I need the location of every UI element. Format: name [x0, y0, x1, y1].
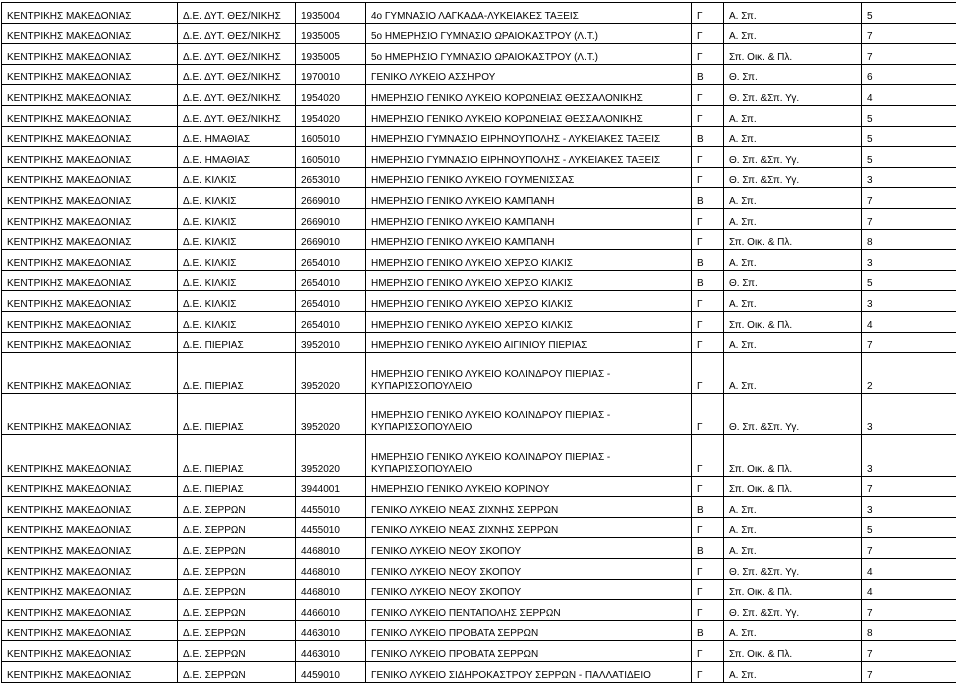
- class-cell: Γ: [692, 44, 724, 65]
- directorate-cell: Δ.Ε. ΠΙΕΡΙΑΣ: [178, 332, 296, 353]
- class-cell: Γ: [692, 517, 724, 538]
- school-code-cell: 3952020: [296, 435, 366, 476]
- region-cell: ΚΕΝΤΡΙΚΗΣ ΜΑΚΕΔΟΝΙΑΣ: [2, 64, 178, 85]
- region-cell: ΚΕΝΤΡΙΚΗΣ ΜΑΚΕΔΟΝΙΑΣ: [2, 147, 178, 168]
- class-cell: Γ: [692, 167, 724, 188]
- directorate-cell: Δ.Ε. ΔΥΤ. ΘΕΣ/ΝΙΚΗΣ: [178, 105, 296, 126]
- school-name-cell: ΗΜΕΡΗΣΙΟ ΓΥΜΝΑΣΙΟ ΕΙΡΗΝΟΥΠΟΛΗΣ - ΛΥΚΕΙΑΚΕΣ ΤΑΞΕΙΣ: [366, 147, 692, 168]
- sector-cell: Σπ. Οικ. & Πλ.: [724, 311, 862, 332]
- region-cell: ΚΕΝΤΡΙΚΗΣ ΜΑΚΕΔΟΝΙΑΣ: [2, 517, 178, 538]
- sector-cell: Α. Σπ.: [724, 3, 862, 24]
- sector-cell: Θ. Σπ. &Σπ. Υγ.: [724, 85, 862, 106]
- school-name-cell: 4ο ΓΥΜΝΑΣΙΟ ΛΑΓΚΑΔΑ-ΛΥΚΕΙΑΚΕΣ ΤΑΞΕΙΣ: [366, 3, 692, 24]
- table-row: [2, 291, 956, 312]
- table-row: [2, 497, 956, 518]
- schools-table: [1, 2, 956, 683]
- sector-cell: Θ. Σπ.: [724, 64, 862, 85]
- directorate-cell: Δ.Ε. ΚΙΛΚΙΣ: [178, 270, 296, 291]
- region-cell: ΚΕΝΤΡΙΚΗΣ ΜΑΚΕΔΟΝΙΑΣ: [2, 579, 178, 600]
- region-cell: ΚΕΝΤΡΙΚΗΣ ΜΑΚΕΔΟΝΙΑΣ: [2, 188, 178, 209]
- class-cell: Γ: [692, 311, 724, 332]
- count-cell: 3: [862, 167, 956, 188]
- school-name-cell: ΗΜΕΡΗΣΙΟ ΓΕΝΙΚΟ ΛΥΚΕΙΟ ΚΑΜΠΑΝΗ: [366, 208, 692, 229]
- directorate-cell: Δ.Ε. ΠΙΕΡΙΑΣ: [178, 394, 296, 435]
- table-row: [2, 641, 956, 662]
- directorate-cell: Δ.Ε. ΔΥΤ. ΘΕΣ/ΝΙΚΗΣ: [178, 64, 296, 85]
- table-row: [2, 126, 956, 147]
- count-cell: 3: [862, 250, 956, 271]
- class-cell: Γ: [692, 641, 724, 662]
- class-cell: Γ: [692, 476, 724, 497]
- table-row: [2, 147, 956, 168]
- school-name-cell: ΗΜΕΡΗΣΙΟ ΓΕΝΙΚΟ ΛΥΚΕΙΟ ΚΟΛΙΝΔΡΟΥ ΠΙΕΡΙΑΣ - ΚΥΠΑΡΙΣΣΟΠΟΥΛΕΙΟ: [366, 353, 692, 394]
- school-name-cell: ΗΜΕΡΗΣΙΟ ΓΕΝΙΚΟ ΛΥΚΕΙΟ ΚΑΜΠΑΝΗ: [366, 229, 692, 250]
- class-cell: Β: [692, 188, 724, 209]
- class-cell: Β: [692, 538, 724, 559]
- count-cell: 7: [862, 641, 956, 662]
- directorate-cell: Δ.Ε. ΚΙΛΚΙΣ: [178, 311, 296, 332]
- table-row: [2, 229, 956, 250]
- table-body: [2, 3, 956, 683]
- directorate-cell: Δ.Ε. ΣΕΡΡΩΝ: [178, 538, 296, 559]
- region-cell: ΚΕΝΤΡΙΚΗΣ ΜΑΚΕΔΟΝΙΑΣ: [2, 270, 178, 291]
- class-cell: Γ: [692, 291, 724, 312]
- table-row: [2, 311, 956, 332]
- class-cell: Γ: [692, 435, 724, 476]
- class-cell: Β: [692, 270, 724, 291]
- sector-cell: Α. Σπ.: [724, 208, 862, 229]
- directorate-cell: Δ.Ε. ΣΕΡΡΩΝ: [178, 559, 296, 580]
- school-code-cell: 3944001: [296, 476, 366, 497]
- table-row: [2, 64, 956, 85]
- table-row: [2, 208, 956, 229]
- school-name-cell: ΓΕΝΙΚΟ ΛΥΚΕΙΟ ΠΡΟΒΑΤΑ ΣΕΡΡΩΝ: [366, 620, 692, 641]
- school-name-cell: ΗΜΕΡΗΣΙΟ ΓΕΝΙΚΟ ΛΥΚΕΙΟ ΚΟΛΙΝΔΡΟΥ ΠΙΕΡΙΑΣ - ΚΥΠΑΡΙΣΣΟΠΟΥΛΕΙΟ: [366, 394, 692, 435]
- school-code-cell: 4463010: [296, 620, 366, 641]
- count-cell: 2: [862, 353, 956, 394]
- table-row: [2, 44, 956, 65]
- class-cell: Γ: [692, 3, 724, 24]
- school-code-cell: 1605010: [296, 126, 366, 147]
- sector-cell: Σπ. Οικ. & Πλ.: [724, 229, 862, 250]
- class-cell: Γ: [692, 332, 724, 353]
- count-cell: 5: [862, 126, 956, 147]
- region-cell: ΚΕΝΤΡΙΚΗΣ ΜΑΚΕΔΟΝΙΑΣ: [2, 476, 178, 497]
- count-cell: 7: [862, 600, 956, 621]
- region-cell: ΚΕΝΤΡΙΚΗΣ ΜΑΚΕΔΟΝΙΑΣ: [2, 394, 178, 435]
- class-cell: Γ: [692, 353, 724, 394]
- class-cell: Γ: [692, 23, 724, 44]
- table-row: [2, 559, 956, 580]
- table-row: [2, 167, 956, 188]
- sector-cell: Σπ. Οικ. & Πλ.: [724, 44, 862, 65]
- region-cell: ΚΕΝΤΡΙΚΗΣ ΜΑΚΕΔΟΝΙΑΣ: [2, 353, 178, 394]
- school-code-cell: 4463010: [296, 641, 366, 662]
- school-code-cell: 1954020: [296, 105, 366, 126]
- school-code-cell: 2669010: [296, 208, 366, 229]
- school-name-cell: ΗΜΕΡΗΣΙΟ ΓΕΝΙΚΟ ΛΥΚΕΙΟ ΚΟΡΩΝΕΙΑΣ ΘΕΣΣΑΛΟΝΙΚΗΣ: [366, 105, 692, 126]
- sector-cell: Σπ. Οικ. & Πλ.: [724, 476, 862, 497]
- region-cell: ΚΕΝΤΡΙΚΗΣ ΜΑΚΕΔΟΝΙΑΣ: [2, 126, 178, 147]
- sector-cell: Α. Σπ.: [724, 353, 862, 394]
- class-cell: Γ: [692, 579, 724, 600]
- count-cell: 8: [862, 620, 956, 641]
- table-row: [2, 435, 956, 476]
- school-code-cell: 2669010: [296, 229, 366, 250]
- school-name-cell: ΓΕΝΙΚΟ ΛΥΚΕΙΟ ΝΕΑΣ ΖΙΧΝΗΣ ΣΕΡΡΩΝ: [366, 517, 692, 538]
- school-code-cell: 2654010: [296, 270, 366, 291]
- count-cell: 5: [862, 105, 956, 126]
- region-cell: ΚΕΝΤΡΙΚΗΣ ΜΑΚΕΔΟΝΙΑΣ: [2, 3, 178, 24]
- school-code-cell: 2654010: [296, 291, 366, 312]
- class-cell: Β: [692, 250, 724, 271]
- region-cell: ΚΕΝΤΡΙΚΗΣ ΜΑΚΕΔΟΝΙΑΣ: [2, 229, 178, 250]
- count-cell: 7: [862, 44, 956, 65]
- region-cell: ΚΕΝΤΡΙΚΗΣ ΜΑΚΕΔΟΝΙΑΣ: [2, 291, 178, 312]
- directorate-cell: Δ.Ε. ΚΙΛΚΙΣ: [178, 229, 296, 250]
- sector-cell: Α. Σπ.: [724, 126, 862, 147]
- region-cell: ΚΕΝΤΡΙΚΗΣ ΜΑΚΕΔΟΝΙΑΣ: [2, 662, 178, 683]
- class-cell: Γ: [692, 147, 724, 168]
- table-row: [2, 23, 956, 44]
- school-code-cell: 2654010: [296, 311, 366, 332]
- school-code-cell: 3952010: [296, 332, 366, 353]
- region-cell: ΚΕΝΤΡΙΚΗΣ ΜΑΚΕΔΟΝΙΑΣ: [2, 105, 178, 126]
- school-name-cell: ΗΜΕΡΗΣΙΟ ΓΕΝΙΚΟ ΛΥΚΕΙΟ ΧΕΡΣΟ ΚΙΛΚΙΣ: [366, 250, 692, 271]
- directorate-cell: Δ.Ε. ΣΕΡΡΩΝ: [178, 497, 296, 518]
- sector-cell: Σπ. Οικ. & Πλ.: [724, 579, 862, 600]
- school-code-cell: 4459010: [296, 662, 366, 683]
- count-cell: 3: [862, 291, 956, 312]
- sector-cell: Θ. Σπ.: [724, 270, 862, 291]
- directorate-cell: Δ.Ε. ΔΥΤ. ΘΕΣ/ΝΙΚΗΣ: [178, 3, 296, 24]
- count-cell: 7: [862, 188, 956, 209]
- school-name-cell: ΗΜΕΡΗΣΙΟ ΓΕΝΙΚΟ ΛΥΚΕΙΟ ΚΟΡΙΝΟΥ: [366, 476, 692, 497]
- table-row: [2, 662, 956, 683]
- count-cell: 4: [862, 311, 956, 332]
- count-cell: 7: [862, 208, 956, 229]
- sector-cell: Σπ. Οικ. & Πλ.: [724, 435, 862, 476]
- sector-cell: Θ. Σπ. &Σπ. Υγ.: [724, 394, 862, 435]
- region-cell: ΚΕΝΤΡΙΚΗΣ ΜΑΚΕΔΟΝΙΑΣ: [2, 23, 178, 44]
- sector-cell: Α. Σπ.: [724, 620, 862, 641]
- school-name-cell: ΗΜΕΡΗΣΙΟ ΓΕΝΙΚΟ ΛΥΚΕΙΟ ΧΕΡΣΟ ΚΙΛΚΙΣ: [366, 270, 692, 291]
- school-code-cell: 4468010: [296, 559, 366, 580]
- sector-cell: Α. Σπ.: [724, 188, 862, 209]
- sector-cell: Α. Σπ.: [724, 517, 862, 538]
- school-name-cell: ΓΕΝΙΚΟ ΛΥΚΕΙΟ ΠΕΝΤΑΠΟΛΗΣ ΣΕΡΡΩΝ: [366, 600, 692, 621]
- directorate-cell: Δ.Ε. ΔΥΤ. ΘΕΣ/ΝΙΚΗΣ: [178, 23, 296, 44]
- directorate-cell: Δ.Ε. ΗΜΑΘΙΑΣ: [178, 126, 296, 147]
- count-cell: 3: [862, 497, 956, 518]
- sector-cell: Α. Σπ.: [724, 538, 862, 559]
- table-row: [2, 270, 956, 291]
- table-row: [2, 476, 956, 497]
- directorate-cell: Δ.Ε. ΠΙΕΡΙΑΣ: [178, 476, 296, 497]
- table-row: [2, 600, 956, 621]
- count-cell: 7: [862, 476, 956, 497]
- region-cell: ΚΕΝΤΡΙΚΗΣ ΜΑΚΕΔΟΝΙΑΣ: [2, 332, 178, 353]
- region-cell: ΚΕΝΤΡΙΚΗΣ ΜΑΚΕΔΟΝΙΑΣ: [2, 497, 178, 518]
- count-cell: 4: [862, 85, 956, 106]
- school-code-cell: 1954020: [296, 85, 366, 106]
- table-row: [2, 332, 956, 353]
- count-cell: 4: [862, 559, 956, 580]
- class-cell: Γ: [692, 662, 724, 683]
- school-code-cell: 2654010: [296, 250, 366, 271]
- school-name-cell: ΗΜΕΡΗΣΙΟ ΓΕΝΙΚΟ ΛΥΚΕΙΟ ΚΟΛΙΝΔΡΟΥ ΠΙΕΡΙΑΣ - ΚΥΠΑΡΙΣΣΟΠΟΥΛΕΙΟ: [366, 435, 692, 476]
- sector-cell: Θ. Σπ. &Σπ. Υγ.: [724, 559, 862, 580]
- school-code-cell: 1935004: [296, 3, 366, 24]
- school-name-cell: ΓΕΝΙΚΟ ΛΥΚΕΙΟ ΠΡΟΒΑΤΑ ΣΕΡΡΩΝ: [366, 641, 692, 662]
- count-cell: 5: [862, 147, 956, 168]
- directorate-cell: Δ.Ε. ΚΙΛΚΙΣ: [178, 291, 296, 312]
- school-name-cell: ΗΜΕΡΗΣΙΟ ΓΕΝΙΚΟ ΛΥΚΕΙΟ ΧΕΡΣΟ ΚΙΛΚΙΣ: [366, 291, 692, 312]
- count-cell: 5: [862, 517, 956, 538]
- school-code-cell: 1935005: [296, 44, 366, 65]
- sector-cell: Α. Σπ.: [724, 105, 862, 126]
- table-row: [2, 3, 956, 24]
- table-row: [2, 353, 956, 394]
- count-cell: 6: [862, 64, 956, 85]
- directorate-cell: Δ.Ε. ΣΕΡΡΩΝ: [178, 579, 296, 600]
- directorate-cell: Δ.Ε. ΔΥΤ. ΘΕΣ/ΝΙΚΗΣ: [178, 85, 296, 106]
- region-cell: ΚΕΝΤΡΙΚΗΣ ΜΑΚΕΔΟΝΙΑΣ: [2, 538, 178, 559]
- class-cell: Β: [692, 64, 724, 85]
- school-code-cell: 1605010: [296, 147, 366, 168]
- sector-cell: Α. Σπ.: [724, 291, 862, 312]
- region-cell: ΚΕΝΤΡΙΚΗΣ ΜΑΚΕΔΟΝΙΑΣ: [2, 44, 178, 65]
- region-cell: ΚΕΝΤΡΙΚΗΣ ΜΑΚΕΔΟΝΙΑΣ: [2, 435, 178, 476]
- count-cell: 3: [862, 394, 956, 435]
- school-name-cell: 5ο ΗΜΕΡΗΣΙΟ ΓΥΜΝΑΣΙΟ ΩΡΑΙΟΚΑΣΤΡΟΥ (Λ.Τ.): [366, 23, 692, 44]
- count-cell: 8: [862, 229, 956, 250]
- school-name-cell: ΗΜΕΡΗΣΙΟ ΓΕΝΙΚΟ ΛΥΚΕΙΟ ΚΟΡΩΝΕΙΑΣ ΘΕΣΣΑΛΟΝΙΚΗΣ: [366, 85, 692, 106]
- table-row: [2, 85, 956, 106]
- school-code-cell: 2653010: [296, 167, 366, 188]
- class-cell: Β: [692, 126, 724, 147]
- sector-cell: Α. Σπ.: [724, 332, 862, 353]
- count-cell: 5: [862, 3, 956, 24]
- table-row: [2, 105, 956, 126]
- school-name-cell: ΗΜΕΡΗΣΙΟ ΓΕΝΙΚΟ ΛΥΚΕΙΟ ΑΙΓΙΝΙΟΥ ΠΙΕΡΙΑΣ: [366, 332, 692, 353]
- region-cell: ΚΕΝΤΡΙΚΗΣ ΜΑΚΕΔΟΝΙΑΣ: [2, 250, 178, 271]
- directorate-cell: Δ.Ε. ΔΥΤ. ΘΕΣ/ΝΙΚΗΣ: [178, 44, 296, 65]
- region-cell: ΚΕΝΤΡΙΚΗΣ ΜΑΚΕΔΟΝΙΑΣ: [2, 311, 178, 332]
- school-name-cell: ΓΕΝΙΚΟ ΛΥΚΕΙΟ ΑΣΣΗΡΟΥ: [366, 64, 692, 85]
- school-code-cell: 4468010: [296, 579, 366, 600]
- school-code-cell: 4455010: [296, 517, 366, 538]
- school-code-cell: 3952020: [296, 353, 366, 394]
- count-cell: 5: [862, 270, 956, 291]
- school-code-cell: 4455010: [296, 497, 366, 518]
- directorate-cell: Δ.Ε. ΚΙΛΚΙΣ: [178, 250, 296, 271]
- sector-cell: Α. Σπ.: [724, 250, 862, 271]
- directorate-cell: Δ.Ε. ΣΕΡΡΩΝ: [178, 641, 296, 662]
- region-cell: ΚΕΝΤΡΙΚΗΣ ΜΑΚΕΔΟΝΙΑΣ: [2, 85, 178, 106]
- sector-cell: Θ. Σπ. &Σπ. Υγ.: [724, 600, 862, 621]
- count-cell: 7: [862, 538, 956, 559]
- school-name-cell: ΗΜΕΡΗΣΙΟ ΓΥΜΝΑΣΙΟ ΕΙΡΗΝΟΥΠΟΛΗΣ - ΛΥΚΕΙΑΚΕΣ ΤΑΞΕΙΣ: [366, 126, 692, 147]
- region-cell: ΚΕΝΤΡΙΚΗΣ ΜΑΚΕΔΟΝΙΑΣ: [2, 620, 178, 641]
- directorate-cell: Δ.Ε. ΣΕΡΡΩΝ: [178, 600, 296, 621]
- class-cell: Β: [692, 620, 724, 641]
- table-row: [2, 579, 956, 600]
- region-cell: ΚΕΝΤΡΙΚΗΣ ΜΑΚΕΔΟΝΙΑΣ: [2, 641, 178, 662]
- school-name-cell: ΗΜΕΡΗΣΙΟ ΓΕΝΙΚΟ ΛΥΚΕΙΟ ΧΕΡΣΟ ΚΙΛΚΙΣ: [366, 311, 692, 332]
- class-cell: Γ: [692, 229, 724, 250]
- directorate-cell: Δ.Ε. ΠΙΕΡΙΑΣ: [178, 435, 296, 476]
- school-code-cell: 1935005: [296, 23, 366, 44]
- region-cell: ΚΕΝΤΡΙΚΗΣ ΜΑΚΕΔΟΝΙΑΣ: [2, 600, 178, 621]
- school-name-cell: 5ο ΗΜΕΡΗΣΙΟ ΓΥΜΝΑΣΙΟ ΩΡΑΙΟΚΑΣΤΡΟΥ (Λ.Τ.): [366, 44, 692, 65]
- directorate-cell: Δ.Ε. ΠΙΕΡΙΑΣ: [178, 353, 296, 394]
- directorate-cell: Δ.Ε. ΣΕΡΡΩΝ: [178, 662, 296, 683]
- school-name-cell: ΗΜΕΡΗΣΙΟ ΓΕΝΙΚΟ ΛΥΚΕΙΟ ΓΟΥΜΕΝΙΣΣΑΣ: [366, 167, 692, 188]
- table-row: [2, 538, 956, 559]
- directorate-cell: Δ.Ε. ΣΕΡΡΩΝ: [178, 517, 296, 538]
- sector-cell: Σπ. Οικ. & Πλ.: [724, 641, 862, 662]
- count-cell: 4: [862, 579, 956, 600]
- count-cell: 7: [862, 662, 956, 683]
- school-code-cell: 1970010: [296, 64, 366, 85]
- class-cell: Γ: [692, 394, 724, 435]
- school-name-cell: ΓΕΝΙΚΟ ΛΥΚΕΙΟ ΝΕΟΥ ΣΚΟΠΟΥ: [366, 559, 692, 580]
- table-row: [2, 188, 956, 209]
- class-cell: Β: [692, 497, 724, 518]
- class-cell: Γ: [692, 105, 724, 126]
- class-cell: Γ: [692, 559, 724, 580]
- table-row: [2, 250, 956, 271]
- table-row: [2, 620, 956, 641]
- class-cell: Γ: [692, 85, 724, 106]
- school-name-cell: ΗΜΕΡΗΣΙΟ ΓΕΝΙΚΟ ΛΥΚΕΙΟ ΚΑΜΠΑΝΗ: [366, 188, 692, 209]
- sector-cell: Θ. Σπ. &Σπ. Υγ.: [724, 167, 862, 188]
- school-name-cell: ΓΕΝΙΚΟ ΛΥΚΕΙΟ ΣΙΔΗΡΟΚΑΣΤΡΟΥ ΣΕΡΡΩΝ - ΠΑΛΛΑΤΙΔΕΙΟ: [366, 662, 692, 683]
- count-cell: 3: [862, 435, 956, 476]
- region-cell: ΚΕΝΤΡΙΚΗΣ ΜΑΚΕΔΟΝΙΑΣ: [2, 167, 178, 188]
- directorate-cell: Δ.Ε. ΚΙΛΚΙΣ: [178, 188, 296, 209]
- directorate-cell: Δ.Ε. ΚΙΛΚΙΣ: [178, 208, 296, 229]
- school-name-cell: ΓΕΝΙΚΟ ΛΥΚΕΙΟ ΝΕΟΥ ΣΚΟΠΟΥ: [366, 579, 692, 600]
- school-name-cell: ΓΕΝΙΚΟ ΛΥΚΕΙΟ ΝΕΟΥ ΣΚΟΠΟΥ: [366, 538, 692, 559]
- school-code-cell: 4468010: [296, 538, 366, 559]
- directorate-cell: Δ.Ε. ΣΕΡΡΩΝ: [178, 620, 296, 641]
- sector-cell: Α. Σπ.: [724, 23, 862, 44]
- table-row: [2, 517, 956, 538]
- sector-cell: Θ. Σπ. &Σπ. Υγ.: [724, 147, 862, 168]
- region-cell: ΚΕΝΤΡΙΚΗΣ ΜΑΚΕΔΟΝΙΑΣ: [2, 559, 178, 580]
- sector-cell: Α. Σπ.: [724, 662, 862, 683]
- school-code-cell: 3952020: [296, 394, 366, 435]
- class-cell: Γ: [692, 600, 724, 621]
- school-code-cell: 2669010: [296, 188, 366, 209]
- directorate-cell: Δ.Ε. ΚΙΛΚΙΣ: [178, 167, 296, 188]
- table-row: [2, 394, 956, 435]
- count-cell: 7: [862, 332, 956, 353]
- school-code-cell: 4466010: [296, 600, 366, 621]
- class-cell: Γ: [692, 208, 724, 229]
- school-name-cell: ΓΕΝΙΚΟ ΛΥΚΕΙΟ ΝΕΑΣ ΖΙΧΝΗΣ ΣΕΡΡΩΝ: [366, 497, 692, 518]
- directorate-cell: Δ.Ε. ΗΜΑΘΙΑΣ: [178, 147, 296, 168]
- count-cell: 7: [862, 23, 956, 44]
- region-cell: ΚΕΝΤΡΙΚΗΣ ΜΑΚΕΔΟΝΙΑΣ: [2, 208, 178, 229]
- sector-cell: Α. Σπ.: [724, 497, 862, 518]
